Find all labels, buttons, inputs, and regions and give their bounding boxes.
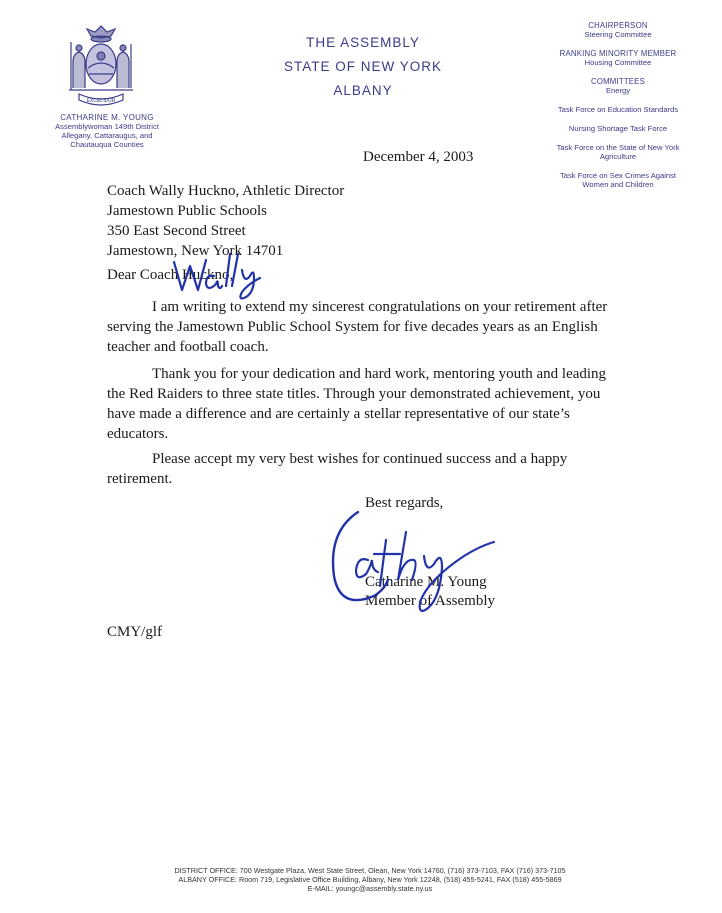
- signer-name: Catharine M. Young: [365, 574, 487, 590]
- committee-group: [532, 49, 704, 67]
- task-force-line: Women and Children: [582, 180, 654, 189]
- task-force-item: [532, 143, 704, 161]
- committee-group: [532, 77, 704, 95]
- committee-group: [532, 21, 704, 39]
- district-office: DISTRICT OFFICE: 700 Westgate Plaza, West State Street, Olean, New York 14760, (716) 373-7103, FAX (716) 373-7105: [174, 866, 566, 875]
- letterhead-header: [232, 31, 494, 103]
- body-paragraph: [107, 449, 627, 489]
- header-line-assembly: THE ASSEMBLY: [306, 35, 420, 50]
- committee-role: COMMITTEES: [591, 77, 645, 86]
- committee-detail: Housing Committee: [584, 58, 652, 67]
- albany-office: ALBANY OFFICE: Room 719, Legislative Office Building, Albany, New York 12248, (518) 455-5241, FAX (518) 455-5869: [178, 875, 562, 884]
- committee-role: CHAIRPERSON: [588, 21, 648, 30]
- sender-counties-line1: Allegany, Cattaraugus, and: [61, 131, 153, 140]
- task-force-line: Task Force on the State of New York: [556, 143, 680, 152]
- new-york-state-seal-icon: [63, 22, 139, 106]
- email-address: E-MAIL: youngc@assembly.state.ny.us: [307, 884, 433, 893]
- committees-column: [532, 21, 704, 199]
- recipient-line: Jamestown Public Schools: [107, 203, 267, 219]
- recipient-line: Coach Wally Huckno, Athletic Director: [107, 183, 345, 199]
- body-paragraph: [107, 297, 627, 357]
- task-force-line: Task Force on Sex Crimes Against: [559, 171, 677, 180]
- signer-block: [365, 573, 495, 611]
- sender-name: CATHARINE M. YOUNG: [60, 113, 154, 122]
- sender-block: [22, 113, 192, 149]
- recipient-address: [107, 181, 344, 261]
- header-line-state: STATE OF NEW YORK: [283, 59, 442, 74]
- sender-counties-line2: Chautauqua Counties: [70, 140, 144, 149]
- header-line-city: ALBANY: [333, 83, 393, 98]
- task-force-item: [532, 171, 704, 189]
- salutation: Dear Coach Huckno,: [107, 267, 234, 283]
- committee-role: RANKING MINORITY MEMBER: [559, 49, 677, 58]
- typist-initials: CMY/glf: [107, 624, 163, 640]
- footer-contact: [90, 866, 650, 893]
- body-paragraph: [107, 364, 627, 444]
- paragraph-text: I am writing to extend my sincerest congratulations on your retirement after serving the Jamestown Public School System for five decades years as an English teacher and football coach.: [107, 299, 608, 355]
- committee-detail: Energy: [605, 86, 631, 95]
- task-force-line: Agriculture: [599, 152, 637, 161]
- paragraph-text: Thank you for your dedication and hard work, mentoring youth and leading the Red Raiders to three state titles. Through your demonstrated achievement, you have made a difference and are certainly a stellar representative of our state’s educators.: [107, 366, 607, 442]
- recipient-line: 350 East Second Street: [107, 223, 246, 239]
- task-force-item: Nursing Shortage Task Force: [568, 124, 668, 133]
- letter-date: December 4, 2003: [363, 149, 474, 165]
- sender-title: Assemblywoman 149th District: [55, 122, 159, 131]
- task-force-item: Task Force on Education Standards: [557, 105, 679, 114]
- seal-ribbon-text: EXCELSIOR: [86, 98, 116, 104]
- recipient-line: Jamestown, New York 14701: [107, 243, 284, 259]
- paragraph-text: Please accept my very best wishes for continued success and a happy retirement.: [107, 451, 568, 487]
- closing: Best regards,: [365, 495, 444, 511]
- committee-detail: Steering Committee: [584, 30, 652, 39]
- signer-title: Member of Assembly: [365, 593, 495, 609]
